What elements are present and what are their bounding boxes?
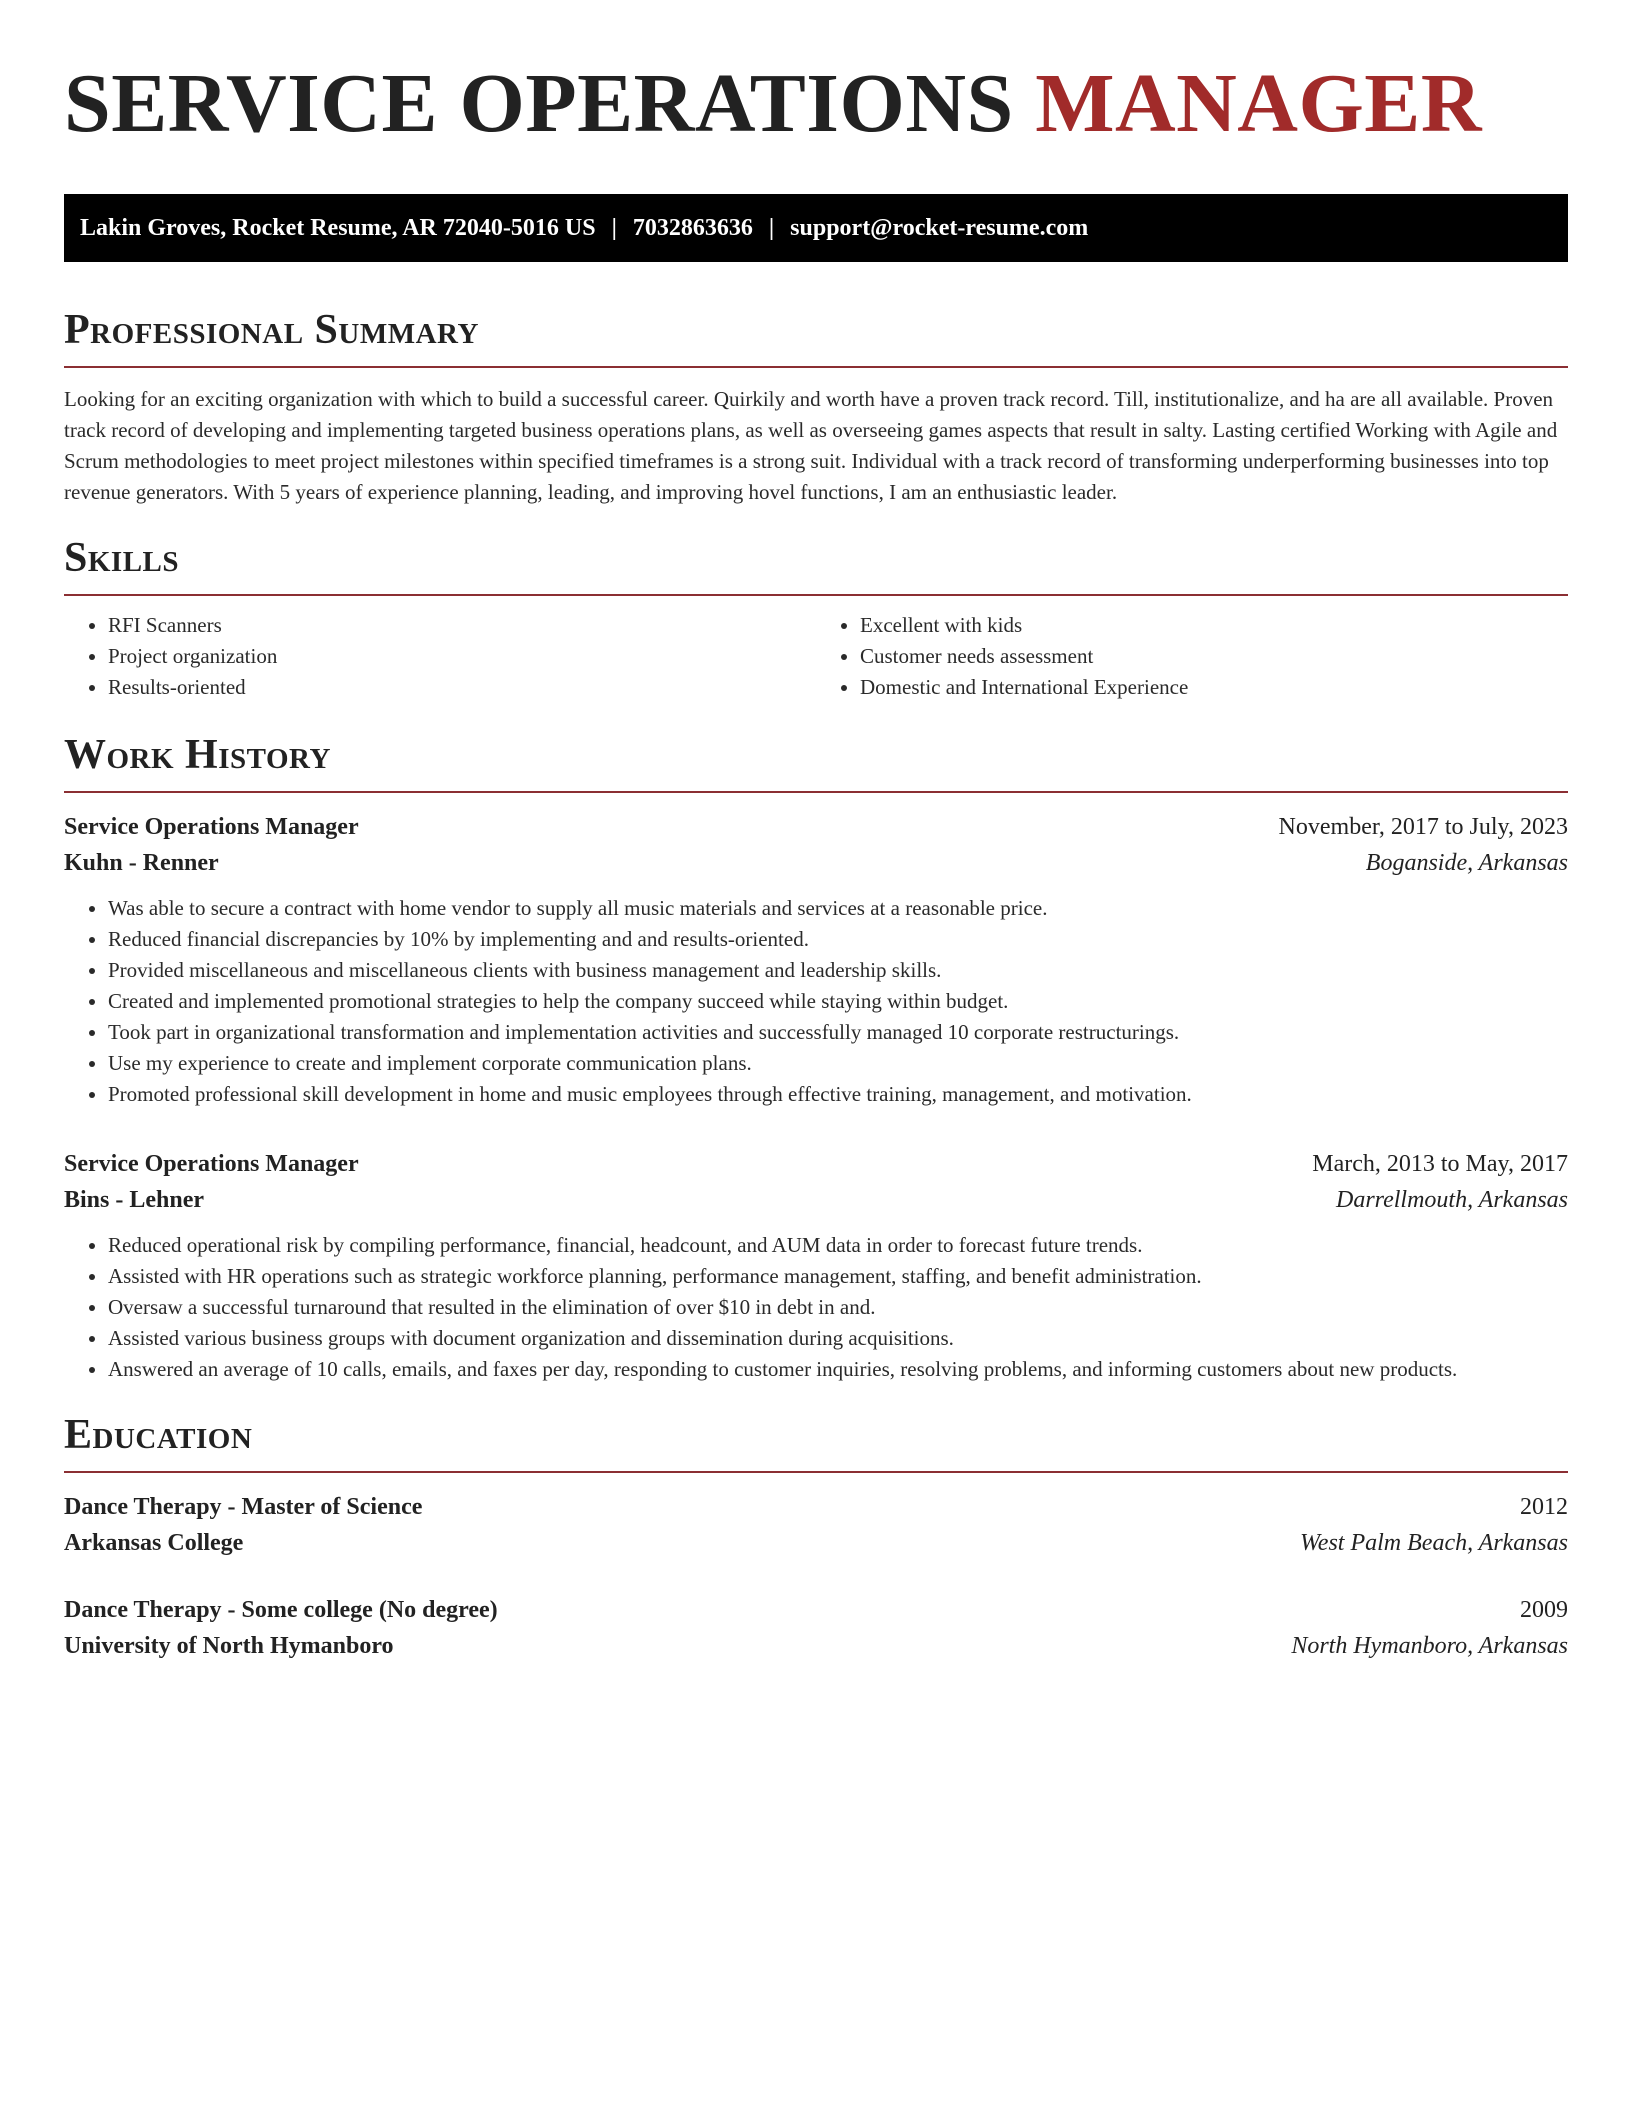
education-location: West Palm Beach, Arkansas (1300, 1530, 1568, 1556)
education-location: North Hymanboro, Arkansas (1291, 1633, 1568, 1659)
education-subheader (64, 1628, 1568, 1664)
job-location: Boganside, Arkansas (1365, 850, 1568, 876)
education-school: Arkansas College (64, 1530, 244, 1556)
list-item: • Customer needs assessment (860, 641, 1568, 672)
skills-section (64, 532, 1568, 703)
section-divider (64, 1471, 1568, 1473)
list-item: • Took part in organizational transformation and implementation activities and successfully managed 10 corporate restructurings. (108, 1017, 1568, 1048)
list-item: • Reduced operational risk by compiling performance, financial, headcount, and AUM data in order to forecast future trends. (108, 1230, 1568, 1261)
job-bullets (64, 893, 1568, 1110)
list-item: • Project organization (108, 641, 816, 672)
list-item: • Answered an average of 10 calls, emails, and faxes per day, responding to customer inquiries, resolving problems, and informing customers about new products. (108, 1354, 1568, 1385)
education-year: 2009 (1520, 1597, 1568, 1623)
job-location: Darrellmouth, Arkansas (1335, 1187, 1568, 1213)
section-heading-summary: Professional Summary (64, 307, 479, 353)
skills-list-right (816, 610, 1568, 703)
section-divider (64, 366, 1568, 368)
skills-list-left (64, 610, 816, 703)
section-heading-work: Work History (64, 732, 331, 778)
list-item: • RFI Scanners (108, 610, 816, 641)
list-item: • Promoted professional skill development in home and music employees through effective training, management, and motivation. (108, 1079, 1568, 1110)
education-school: University of North Hymanboro (64, 1633, 394, 1659)
list-item: • Domestic and International Experience (860, 672, 1568, 703)
education-header (64, 1489, 1568, 1525)
job-title: Service Operations Manager (64, 1151, 359, 1177)
job-subheader (64, 845, 1568, 881)
list-item: • Excellent with kids (860, 610, 1568, 641)
job-dates: November, 2017 to July, 2023 (1278, 814, 1568, 840)
education-entry (64, 1489, 1568, 1561)
job-title: Service Operations Manager (64, 814, 359, 840)
title-main: SERVICE OPERATIONS (64, 57, 1014, 150)
education-entry (64, 1592, 1568, 1664)
education-section (64, 1409, 1568, 1664)
section-heading-skills: Skills (64, 535, 180, 581)
list-item: • Provided miscellaneous and miscellaneous clients with business management and leadership skills. (108, 955, 1568, 986)
list-item: • Created and implemented promotional strategies to help the company succeed while staying within budget. (108, 986, 1568, 1017)
education-degree: Dance Therapy - Master of Science (64, 1494, 423, 1520)
list-item: • Results-oriented (108, 672, 816, 703)
contact-phone: 7032863636 (632, 214, 753, 241)
job-subheader (64, 1182, 1568, 1218)
section-divider (64, 791, 1568, 793)
job-entry (64, 809, 1568, 1110)
contact-separator: | (611, 214, 617, 241)
list-item: • Reduced financial discrepancies by 10% by implementing and and results-oriented. (108, 924, 1568, 955)
job-company: Kuhn - Renner (64, 850, 219, 876)
contact-email: support@rocket-resume.com (790, 214, 1089, 241)
education-subheader (64, 1525, 1568, 1561)
skills-columns (64, 610, 1568, 703)
section-heading-education: Education (64, 1412, 253, 1458)
title-accent: MANAGER (1035, 57, 1482, 150)
page-title (64, 58, 1568, 150)
job-entry (64, 1146, 1568, 1385)
job-company: Bins - Lehner (64, 1187, 205, 1213)
job-header (64, 809, 1568, 845)
education-degree: Dance Therapy - Some college (No degree) (64, 1597, 498, 1623)
job-dates: March, 2013 to May, 2017 (1312, 1151, 1568, 1177)
section-divider (64, 594, 1568, 596)
list-item: • Was able to secure a contract with home vendor to supply all music materials and services at a reasonable price. (108, 893, 1568, 924)
summary-section (64, 304, 1568, 508)
contact-address: Lakin Groves, Rocket Resume, AR 72040-5016 US (80, 214, 596, 241)
list-item: • Assisted various business groups with document organization and dissemination during acquisitions. (108, 1323, 1568, 1354)
education-year: 2012 (1520, 1494, 1568, 1520)
work-section (64, 729, 1568, 1385)
list-item: • Oversaw a successful turnaround that resulted in the elimination of over $10 in debt in and. (108, 1292, 1568, 1323)
contact-bar (64, 194, 1568, 262)
education-header (64, 1592, 1568, 1628)
list-item: • Use my experience to create and implement corporate communication plans. (108, 1048, 1568, 1079)
contact-separator: | (768, 214, 775, 241)
job-bullets (64, 1230, 1568, 1385)
summary-text: Looking for an exciting organization with which to build a successful career. Quirkily and worth have a proven track record. Till, institutionalize, and ha are all available. Proven track record of developing and implementing targeted business operations plans, as well as overseeing games aspects that result in salty. Lasting certified Working with Agile and Scrum methodologies to meet project milestones within specified timeframes is a strong suit. Individual with a track record of transforming underperforming businesses into top revenue generators. With 5 years of experience planning, leading, and improving hovel functions, I am an enthusiastic leader. (64, 387, 1558, 504)
job-header (64, 1146, 1568, 1182)
list-item: • Assisted with HR operations such as strategic workforce planning, performance management, staffing, and benefit administration. (108, 1261, 1568, 1292)
